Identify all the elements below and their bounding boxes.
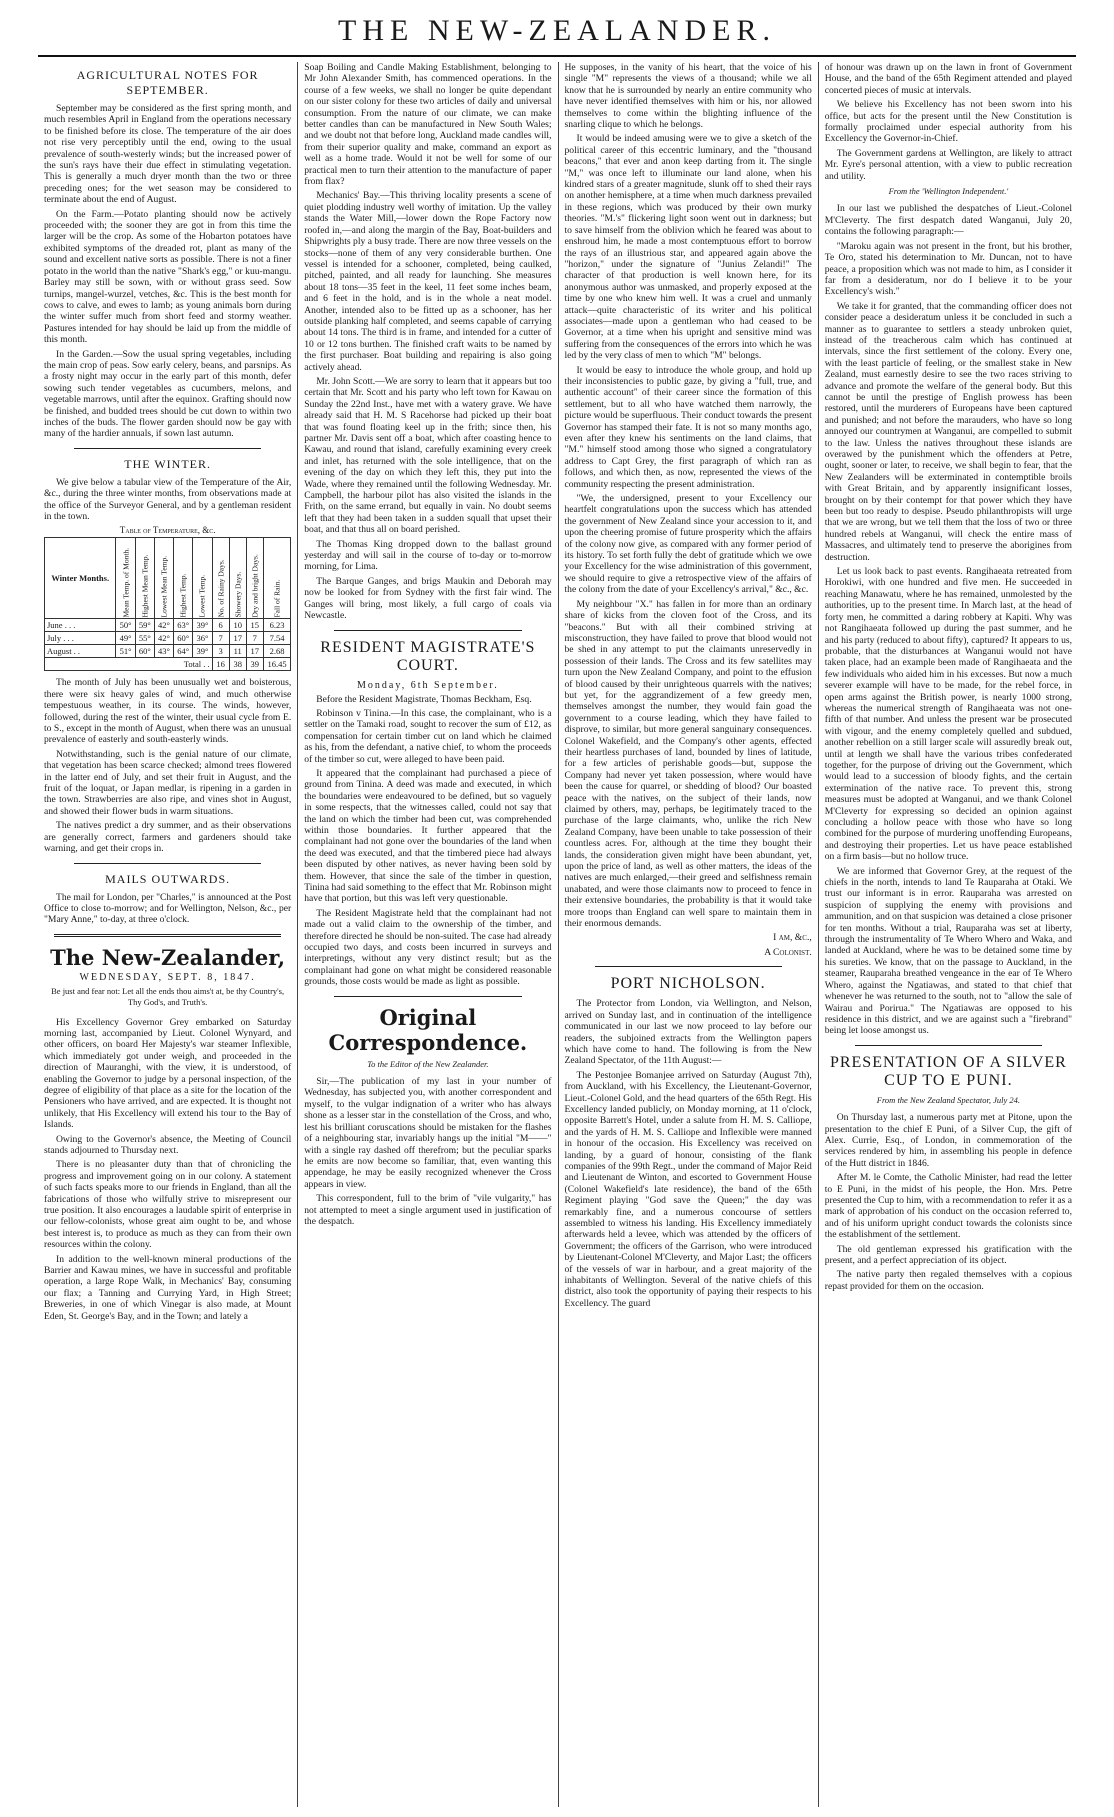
table-cell: 59° [135, 619, 154, 632]
table-cell: 17 [246, 645, 263, 658]
divider [74, 448, 261, 449]
divider [334, 996, 521, 997]
table-cell: Total . . [45, 658, 213, 671]
table-cell: 49° [116, 632, 135, 645]
court-date: Monday, 6th September. [357, 679, 499, 691]
article-paragraph: Let us look back to past events. Rangihaeata retreated from Horokiwi, with one hundred and five men. He succeeded in reaching Manawatu, where he has remained, unmolested by the authorities, up to the present time. In March last, at the head of forty men, he committed a daring robbery at Kapiti. Why was not Rangihaeata followed up during the past summer, and he and his party (reduced to about fifty), captured? It appears to us, probable, that the disturbances at Wanganui would not have taken place, had an example been made of Rangihaeata and the few individuals who aided him in his excesses. But now a much severer example will have to be made, for the rebel force, in open arms against the British power, is nearly 1000 strong, whereas the numerical strength of Rangihaeata was not one-fifth of that number. And unless the present war be prosecuted with vigour, and the enemy completely quelled and subdued, another rebellion on a still larger scale will assuredly break out, until at length we shall have the various tribes confederated together, for the purpose of driving out the Government, which would lead to a succession of bloody fights, and the certain extermination of the native race. To prevent this, strong measures must be adopted at Wanganui, and we thank Colonel M'Cleverty for expressing so decided an opinion against concluding a hollow peace with those who have so long combined for the purpose of murdering unoffending Europeans, and destroying their properties. Let us have peace established on a firm basis—but no hollow truce. [824, 566, 1072, 863]
table-cell: 39 [246, 658, 263, 671]
article-paragraph: Soap Boiling and Candle Making Establishment, belonging to Mr John Alexander Smith, has commenced operations. In the course of a few weeks, we shall no longer be quite dependant on our sister colony for these two articles of daily and universal consumption. From the nature of our climate, we can make better candles than can be manufactured in New South Wales; and we doubt not that before long, Auckland made candles will, from their superior quality and make, command an export as well as a home trade. Would it not be well for some of our practical men to turn their attention to the manufacture of paper from flax? [304, 62, 552, 188]
correspondence-paragraph: It would be easy to introduce the whole group, and hold up their inconsistencies to public gaze, by giving a "full, true, and authentic account" of their career since the formation of this settlement, but to all who have watched them narrowly, the picture would be superfluous. Their conduct towards the present Governor has stamped their fate. It is not so many months ago, even after they knew his sentiments on the land claims, that "M." himself stood among those who signed a congratulatory address to Capt Grey, the first paragraph of which ran as follows, and which then, as now, represented the views of the community respecting the present administration. [564, 364, 812, 490]
correspondence-address: To the Editor of the New Zealander. [367, 1058, 489, 1069]
temperature-table [44, 537, 291, 671]
table-cell: 10 [229, 619, 246, 632]
article-paragraph: The old gentleman expressed his gratification with the present, and a perfect appreciation of its object. [824, 1243, 1072, 1266]
table-cell: 39° [193, 645, 212, 658]
table-cell: 60° [135, 645, 154, 658]
table-cell: 55° [135, 632, 154, 645]
table-cell: 16 [212, 658, 229, 671]
signature-line: I am, &c., [773, 932, 812, 944]
divider [54, 934, 281, 937]
court-paragraph: Robinson v Tinina.—In this case, the complainant, who is a settler on the Tamaki road, sought to recover the sum of £12, as compensation for certain timber cut on land which he claimed as his, from the defendant, a native chief, to whom the proceeds of the timber so cut, were alleged to have been paid. [304, 707, 552, 765]
table-header: Showery Days. [229, 538, 246, 619]
column-3 [559, 62, 819, 1807]
table-cell: 17 [229, 632, 246, 645]
newspaper-title: THE NEW-ZEALANDER. [338, 14, 776, 47]
divider [595, 966, 782, 967]
paper-nameplate: The New-Zealander, [50, 944, 286, 970]
table-header: Highest Mean Temp. [135, 538, 154, 619]
table-cell: 38 [229, 658, 246, 671]
article-paragraph: "Maroku again was not present in the front, but his brother, Te Oro, stated his determination to Mr. Duncan, not to have peace, a proposition which was not made to him, as I consider it far from a desideratum, nor do I believe it to be your Excellency's wish." [824, 240, 1072, 298]
correspondence-paragraph: He supposes, in the vanity of his heart, that the voice of his single "M" represents the views of a thousand; while we all know that he is surrounded by nearly an entire community who have never identified themselves with him or his, nor allowed themselves to come within the blighting influence of the snarling clique to which he belongs. [564, 62, 812, 131]
article-paragraph: On Thursday last, a numerous party met at Pitone, upon the presentation to the chief E Puni, of a Silver Cup, the gift of Alex. Currie, Esq., of London, in commemoration of the services rendered by him, in assembling his people in defence of the Hutt district in 1846. [824, 1112, 1072, 1169]
correspondence-paragraph: "We, the undersigned, present to your Excellency our heartfelt congratulations upon the success which has attended the government of New Zealand since your accession to it, and upon the cheering promise of future prosperity which the affairs of the colony now give, as compared with any former period of its history. To set forth fully the debt of gratitude which we owe your Excellency for the wise administration of this government, we should require to give a retrospective view of the affairs of the colony from the date of your Excellency's arrival," &c., &c. [564, 493, 812, 596]
correspondence-paragraph: Sir,—The publication of my last in your number of Wednesday, has subjected you, with another correspondent and myself, to the vulgar indignation of a writer who has always shone as a lesser star in the constellation of the Cross, and who, lest his brilliant coruscations should be mistaken for the flashes of a neighbouring star, invariably hangs up the initial "M——" with a single ray dashed off therefrom; but the peculiar sparks he emits are now become so familiar, that, even wanting this appendage, he may be easily recognized whenever the Cross appears in view. [304, 1076, 552, 1190]
table-cell: 36° [193, 632, 212, 645]
masthead-rule [38, 55, 1076, 57]
table-header-row [45, 538, 291, 619]
correspondence-paragraph: My neighbour "X." has fallen in for more than an ordinary share of kicks from the cloven foot of the Cross, and its "beacons." But with all their combined striving at misconstruction, they have failed to prove that blood would not be shed in any attempt to put the claimants unreservedly in possession of their lands. The Cross and its few satellites may turn upon the New Zealand Company, and point to the effusion of blood caused by their unrighteous quarrels with the natives; but yet, for the aggrandizement of a few greedy men, themselves amongst the number, they would fain goad the government to a course leading, which they have failed to disprove, to similar, but more general sanguinary consequences. Colonel Wakefield, and the Company's other agents, effected their heartless purchases of land, bounded by lines of latitude, for a few articles of perishable goods—but, suppose the Company had never yet taken possession, where would have been the cause for quarrel, or shedding of blood? Our boasted peace with the natives, on the subject of their lands, now claimed by others, may, perhaps, be legitimately traced to the purchase of the large claimants, who, unlike the rich New Zealand Company, have been unable to take possession of their countless acres. For, although at the time they bought their lands, the consideration given might have been abundant, yet, upon the price of land, as well as other matters, the ideas of the natives are much enlarged,—their greed and selfishness remain unabated, and were those claimants now to proceed to fence in their extensive boundaries, the probability is that it would take more troops than England can well spare to maintain them in their enormous demands. [564, 598, 812, 930]
agri-paragraph: On the Farm.—Potato planting should now be actively proceeded with; the sooner they are got in from this time the larger will be the crop. As some of the Hobarton potatoes have exhibited symptoms of the dreaded rot, plant as many of the sound and excellent native sorts as possible. There is not a finer potato in the world than the native "Shark's egg," or kuu-mangu. Barley may still be sown, with or without grass seed. Sow turnips, mangel-wurzel, vetches, &c. This is the best month for cows to calve, and ewes to lamb; as young animals born during the winter suffer much from short feed and stormy weather. Pastures intended for hay should be laid up from the middle of this month. [44, 208, 292, 346]
article-paragraph: We believe his Excellency has not been sworn into his office, but acts for the present until the New Constitution is formally proclaimed under especial authority from his Excellency the Governor-in-Chief. [824, 99, 1072, 145]
table-cell: 16.45 [263, 658, 290, 671]
table-header: Lowest Mean Temp. [154, 538, 173, 619]
table-cell: June . . . [45, 619, 116, 632]
table-cell: 6.23 [263, 619, 290, 632]
port-heading: PORT NICHOLSON. [610, 975, 766, 993]
table-cell: 42° [154, 632, 173, 645]
divider [855, 1045, 1042, 1046]
court-paragraph: The Resident Magistrate held that the complainant had not made out a valid claim to the ownership of the timber, and therefore directed he should be non-suited. The case had already occupied two days, and costs been incurred in surveys and interpretings, without any very distinct result; but as the complainant had gone on what might be considered reasonable grounds, those costs would be made as light as possible. [304, 907, 552, 988]
divider [74, 863, 261, 864]
lead-paragraph: There is no pleasanter duty than that of chronicling the progress and improvement going on in our colony. A statement of such facts speaks more to our friends in England, than all the fabrications of those who wilfully strive to misrepresent our true position. It also encourages a laudable spirit of enterprise in our fellow-colonists, whose great aim ought to be, and whose best interest is, to produce as much as they can from their own resources within the colony. [44, 1159, 292, 1251]
article-paragraph: Mr. John Scott.—We are sorry to learn that it appears but too certain that Mr. Scott and his party who left town for Kawau on Sunday the 22nd Inst., have met with a watery grave. We have already said that H. M. S Racehorse had picked up their boat that was found floating keel up in the frith; since then, his partner Mr. Davis sent off a boat, which after coasting hence to Kawau, and round that island, carefully examining every creek and inlet, has returned with the sole intelligence, that on the evening of the day on which they left this, they put into the Wade, where they remained until the following Wednesday. Mr. Campbell, the harbour pilot has also visited the islands in the Frith, on the same errand, but equally in vain. No doubt seems left that they had been taken in a sudden squall that upset their boat, and that thus all on board perished. [304, 375, 552, 536]
winter-paragraph: The natives predict a dry summer, and as their observations are generally correct, farmers and gardeners should take warning, and get their crops in. [44, 820, 292, 855]
table-cell: July . . . [45, 632, 116, 645]
article-paragraph: After M. le Comte, the Catholic Minister, had read the letter to E Puni, in the midst of his people, the Hon. Mrs. Petre presented the Cup to him, with a recommendation to refer it as a mark of approbation of his conduct on the occasion referred to, and of his uniform upright conduct towards the colonists since the establishment of the settlement. [824, 1172, 1072, 1241]
lead-paragraph: In addition to the well-known mineral productions of the Barrier and Kawau mines, we have in successful and profitable operation, a large Rope Walk, in Mechanics' Bay, consuming our flax; a Tanning and Currying Yard, in High Street; Breweries, in one of which Vinegar is also made, at Mount Eden, St. George's Bay, and in the Town; and lately a [44, 1253, 292, 1322]
winter-paragraph: The month of July has been unusually wet and boisterous, there were six heavy gales of wind, and much otherwise tempestuous weather, in its course. The winds, however, followed, during the rest of the winter, their usual cycle from E. to S., except in the month of August, when there was an unusual prevalence of easterly and south-easterly winds. [44, 677, 292, 746]
article-paragraph: The Thomas King dropped down to the ballast ground yesterday and will sail in the course of to-day or to-morrow morning, for Lima. [304, 538, 552, 573]
article-paragraph: We take it for granted, that the commanding officer does not consider peace a desideratum unless it be concluded in such a manner as to guarantee to settlers a steady unbroken quiet, instead of the treacherous calm which has continued at intervals, since the first settlement of the colony. Every one, with the least particle of feeling, or the smallest stake in New Zealand, must earnestly desire to see the two races striving to advance and promote the welfare of the general body. But this cannot be until the prestige of English prowess has been restored, until the murderers of Europeans have been captured and punished; and not before the marauders, who have so long annoyed our countrymen at Wanganui, are compelled to submit to the law. Unless the natives throughout these islands are overawed by the punishment which the offenders at Petre, ought, sooner or later, to receive, we shall begin to fear, that the New Zealanders will be exterminated in contemptible broils with Great Britain, and by apparently insignificant losses, brought on by their contempt for that power which they have been but too ready to despise. Pseudo philanthropists will urge that we are wrong, but we tell them that the loss of two or three hundred rebels at Wanganui, will check the entire mass of Massacres, and ultimately tend to preserve the aborigines from destruction. [824, 300, 1072, 563]
source-credit: From the 'Wellington Independent.' [888, 186, 1009, 197]
table-cell: 11 [229, 645, 246, 658]
court-heading: RESIDENT MAGISTRATE'S COURT. [320, 638, 536, 674]
article-paragraph: The Government gardens at Wellington, are likely to attract Mr. Eyre's personal attention, with a view to public recreation and utility. [824, 147, 1072, 182]
table-cell: 7.54 [263, 632, 290, 645]
table-header: Highest Temp. [174, 538, 193, 619]
table-header: Dry and bright Days. [246, 538, 263, 619]
agri-heading: AGRICULTURAL NOTES FOR SEPTEMBER. [76, 68, 259, 97]
mails-paragraph: The mail for London, per "Charles," is announced at the Post Office to close to-morrow; and for Wellington, Nelson, &c., per "Mary Anne," to-day, at three o'clock. [44, 891, 292, 926]
table-cell: 7 [212, 632, 229, 645]
winter-paragraph: Notwithstanding, such is the genial nature of our climate, that vegetation has been scarce checked; almond trees flowered in the latter end of July, and set their fruit in August, and the fruit of the loquat, or Japan medlar, is ripening in a garden in the town. Strawberries are also ripe, and vines shot in August, and showed their flower buds in warm situations. [44, 748, 292, 817]
table-cell: 42° [154, 619, 173, 632]
table-cell: 2.68 [263, 645, 290, 658]
court-paragraph: It appeared that the complainant had purchased a piece of ground from Tinina. A deed was made and executed, in which the boundaries were endeavoured to be defined, but so vaguely in some respects, that the witnesses called, could not say that the land on which the timber had been cut, was comprehended within those boundaries. It further appeared that the complainant had not gone over the boundaries of the land when the deed was executed, and that the timbered piece had always been disputed by other natives, as never having been sold by them. However, that since the sale of the timber in question, Tinina had said something to the effect that Mr. Robinson might have that portion, but this was left very questionable. [304, 767, 552, 905]
table-header: Lowest Temp. [193, 538, 212, 619]
winter-heading: THE WINTER. [124, 456, 211, 471]
lead-paragraph: Owing to the Governor's absence, the Meeting of Council stands adjourned to Thursday next. [44, 1133, 292, 1156]
court-paragraph: Before the Resident Magistrate, Thomas Beckham, Esq. [316, 693, 532, 705]
table-caption: Table of Temperature, &c. [119, 525, 216, 536]
correspondence-heading: Original Correspondence. [328, 1004, 528, 1055]
divider [334, 630, 521, 631]
table-cell: 64° [174, 645, 193, 658]
article-paragraph: The Barque Ganges, and brigs Maukin and Deborah may now be looked for from Sydney with the first fair wind. The Ganges will bring, most likely, a full cargo of coals via Newcastle. [304, 575, 552, 622]
table-cell: 50° [116, 619, 135, 632]
article-paragraph: We are informed that Governor Grey, at the request of the chiefs in the north, intends to land Te Rauparaha at Otaki. We trust our informant is in error. Rauparaha was arrested on suspicion of supplying the enemy with provisions and ammunition, and on that suspicion was detained a close prisoner for ten months. Without a trial, Rauparaha was set at liberty, through the instrumentality of Te Whero Whero and Waka, and landed at Auckland, where he was to be detained some time by his sureties. We know, that on the passage to Auckland, in the steamer, Rauparaha breathed vengeance in the ear of Te Whero Whero, against the Ngatiawas, and stated to that chief that whenever he was returned to the south, not to "allow the sale of Wairau and Porirua." The Ngatiawas are opposed to his residence in this district, and we are against such a "firebrand" being let loose amongst us. [824, 865, 1072, 1037]
correspondence-paragraph: It would be indeed amusing were we to give a sketch of the political career of this eccentric luminary, and the "thousand beacons," that ever and anon keep darting from it. The single "M," was once left to illuminate our land alone, when his kindred stars of a greater magnitude, slunk off to shed their rays on another hemisphere, at a time when much darkness prevailed in these regions, which was produced by their own murky theories. "M.'s" flickering light soon went out in darkness; but to save himself from the oblivion which he feared was about to enshroud him, he made a most contemptuous effort to borrow the rays of an illustrious star, and appeared again above the "horizon," under the signature of "Junius Zelandi!" The character of that production is well known here, for its anonymous author was unmasked, and properly exposed at the time by one who knew him well. It was a cruel and unmanly attack—quite characteristic of its writer and his political associates—made upon a gentleman who had ceased to be Governor, at a time when his upright and sensitive mind was suffering from the consequences of the errors into which he was led by the very class of men to which "M" belongs. [564, 133, 812, 362]
article-paragraph: Mechanics' Bay.—This thriving locality presents a scene of quiet plodding industry well worthy of imitation. Up the valley stands the Water Mill,—lower down the Rope Factory now roofed in,—and along the margin of the Bay, Boat-builders and Shipwrights ply a busy trade. There are now three vessels on the stocks—none of them of any very considerable burthen. One vessel is intended for a schooner, completed, being caulked, pitched, painted, and all ready for launching. She measures about 18 tons—35 feet in the keel, 11 feet some inches beam, and 6 feet in the hold, and is in the whole a neat model. Another, intended also to be fitted up as a schooner, has her outside planking half completed, and seems capable of carrying about 14 tons. The third is in frame, and intended for a cutter of 10 or 12 tons burthen. The finished craft waits to be named by the first purchaser. Boat building and repairing is also going actively ahead. [304, 190, 552, 373]
lead-paragraph: His Excellency Governor Grey embarked on Saturday morning last, accompanied by Lieut. Colonel Wynyard, and other officers, on board Her Majesty's war steamer Inflexible, which immediately got under weigh, and proceeded in the direction of Mauranghi, with the view, it is understood, of enabling the Governor to judge by a personal inspection, of the degree of eligibility of that place as a site for the location of the Pensioners who have arrived, and are expected. It is thought not unlikely, that His Excellency will extend his tour to the Bay of Islands. [44, 1016, 292, 1131]
table-cell: 63° [174, 619, 193, 632]
column-1 [38, 62, 298, 1807]
page-columns [38, 62, 1078, 1807]
winter-intro: We give below a tabular view of the Temperature of the Air, &c., during the three winter months, from observations made at the office of the Surveyor General, and by a gentleman resident in the town. [44, 476, 292, 522]
correspondence-paragraph: This correspondent, full to the brim of "vile vulgarity," has not attempted to meet a single argument used in justification of the despatch. [304, 1193, 552, 1227]
table-row [45, 619, 291, 632]
agri-paragraph: In the Garden.—Sow the usual spring vegetables, including the main crop of peas. Sow early celery, beans, and parsnips. As a frosty night may occur in the early part of this month, defer sowing such tender vegetables as cucumbers, melons, and vegetable marrows, until after the equinox. Grafting should now be finished, and budded trees should be cut down to within two inches of the buds. The flower garden should now be gay with many of the hardier annuals, if sown last autumn. [44, 348, 292, 440]
agri-paragraph: September may be considered as the first spring month, and much resembles April in England from the operations necessary to be finished before its close. The temperature of the air does not rise very perceptibly until the end, owing to the usual prevalence of south-westerly winds; but the increased power of the sun's rays have their due effect in stimulating vegetation. This is generally a much dryer month than the two or three preceding ones; for the wet season may be considered to terminate about the end of August. [44, 103, 292, 206]
issue-date: WEDNESDAY, SEPT. 8, 1847. [79, 971, 256, 983]
silver-cup-heading: PRESENTATION OF A SILVER CUP TO E PUNI. [829, 1053, 1067, 1089]
table-cell: 39° [193, 619, 212, 632]
table-total-row [45, 658, 291, 671]
article-paragraph: of honour was drawn up on the lawn in front of Government House, and the band of the 65th Regiment attended and played concerted pieces of music at intervals. [824, 62, 1072, 96]
motto: Be just and fear not: Let all the ends thou aims't at, be thy Country's, Thy God's, and Truth's. [51, 985, 285, 1008]
table-row [45, 632, 291, 645]
port-paragraph: The Protector from London, via Wellington, and Nelson, arrived on Sunday last, and in continuation of the intelligence communicated in our last we now proceed to lay before our readers, the subjoined extracts from the Wellington papers which have come to hand. The following is from the New Zealand Spectator, of the 11th August:— [564, 998, 812, 1067]
masthead [0, 0, 1114, 60]
table-cell: 15 [246, 619, 263, 632]
table-cell: August . . [45, 645, 116, 658]
source-credit: From the New Zealand Spectator, July 24. [876, 1094, 1020, 1105]
table-cell: 51° [116, 645, 135, 658]
table-cell: 7 [246, 632, 263, 645]
signature-name: A Colonist. [764, 946, 812, 958]
table-row [45, 645, 291, 658]
table-cell: 6 [212, 619, 229, 632]
table-cell: 3 [212, 645, 229, 658]
table-header: No. of Rainy Days. [212, 538, 229, 619]
table-header: Winter Months. [45, 538, 116, 619]
column-2 [298, 62, 558, 1807]
port-paragraph: The Pestonjee Bomanjee arrived on Saturday (August 7th), from Auckland, with his Excellency, the Lieutenant-Governor, Lieut.-Colonel Gold, and the head quarters of the 65th Regt. His Excellency landed publicly, on Monday morning, at 11 o'clock, opposite Barrett's Hotel, under a salute from H. M. S. Calliope, and the yards of H. M. S. Calliope and Inflexible were manned in honour of the occasion. His Excellency was received on landing, by a guard of honour, consisting of the flank companies of the 99th Regt., under the command of Major Reid and Lieutenant de Winton, and escorted to Government House (Colonel Wakefield's late residence), the band of the 65th Regiment playing "God save the Queen;" the day was remarkably fine, and a numerous concourse of settlers assembled to witness his landing. His Excellency immediately afterwards held a levee, which was attended by the officers of Government; the officers of the Garrison, who were introduced by Lieutenant-Colonel M'Cleverty, and Major Last; the officers of the vessels of war in harbour, and a great majority of the inhabitants of Wellington. Several of the native chiefs of this district, also took the opportunity of paying their respects to his Excellency. The guard [564, 1069, 812, 1309]
table-cell: 60° [174, 632, 193, 645]
column-4 [819, 62, 1078, 1807]
mails-heading: MAILS OUTWARDS. [105, 871, 231, 886]
article-paragraph: In our last we published the despatches of Lieut.-Colonel M'Cleverty. The first despatch dated Wanganui, July 20, contains the following paragraph:— [824, 203, 1072, 238]
table-header: Mean Temp. of Month. [116, 538, 135, 619]
table-cell: 43° [154, 645, 173, 658]
table-header: Fall of Rain. [263, 538, 290, 619]
article-paragraph: The native party then regaled themselves with a copious repast provided for them on the occasion. [824, 1269, 1072, 1292]
